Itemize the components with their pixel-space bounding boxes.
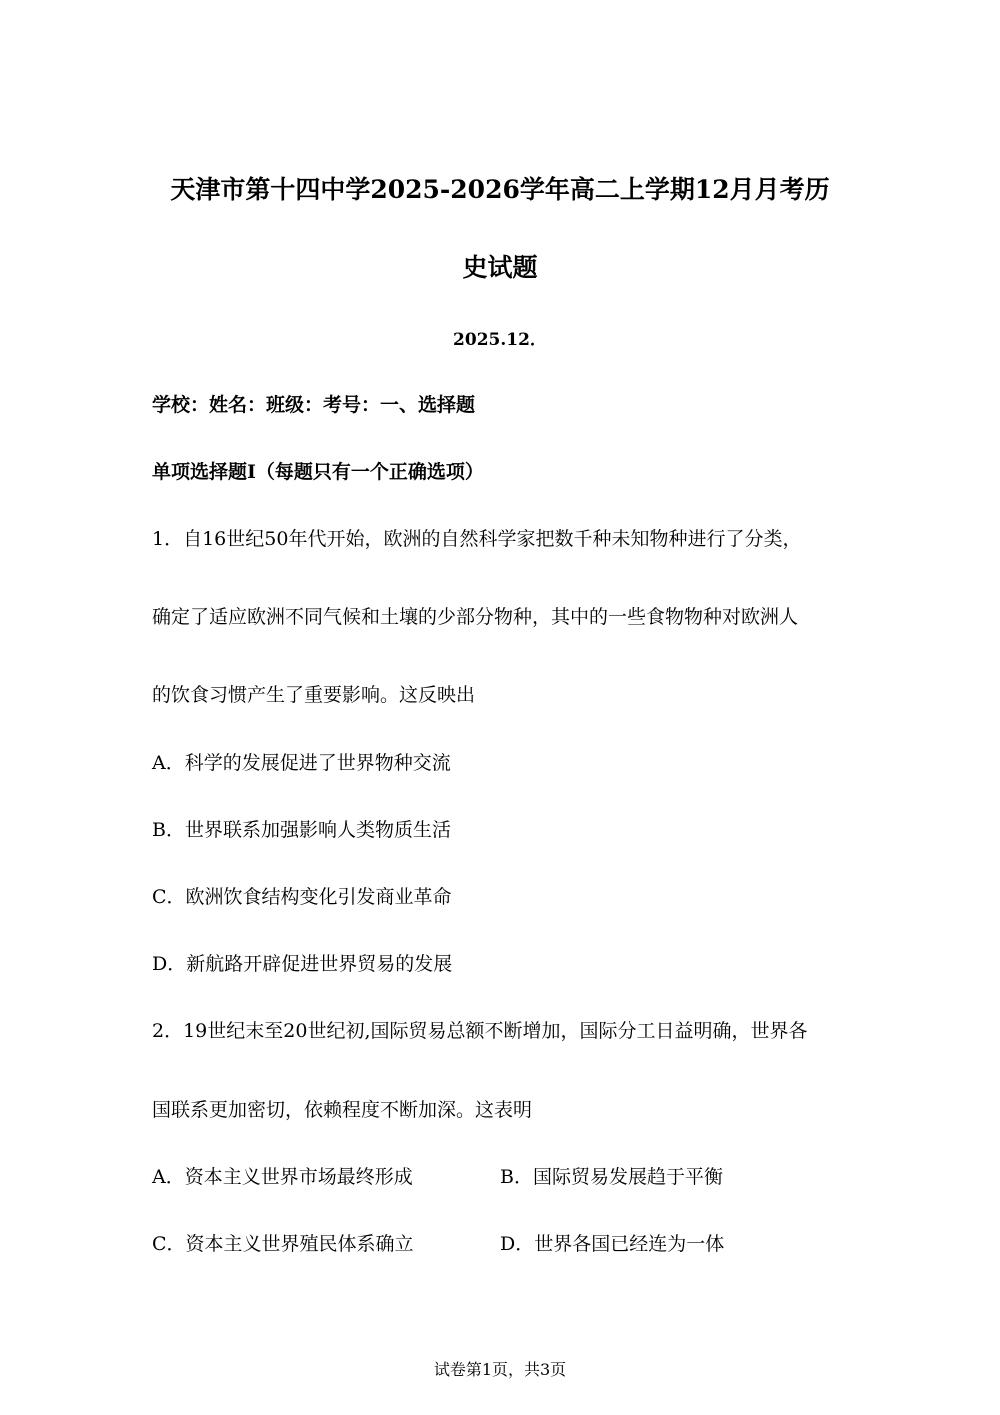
- question-1-option-c: C．欧洲饮食结构变化引发商业革命: [152, 886, 452, 908]
- exam-date: 2025.12．: [453, 330, 547, 350]
- question-1-stem-line-3: 的饮食习惯产生了重要影响。这反映出: [152, 684, 476, 706]
- question-2-option-b: B．国际贸易发展趋于平衡: [500, 1166, 723, 1188]
- page-footer: 试卷第1页，共3页: [433, 1360, 567, 1379]
- question-1-option-a: A．科学的发展促进了世界物种交流: [152, 752, 451, 774]
- question-2-option-d: D．世界各国已经连为一体: [500, 1233, 725, 1255]
- question-1-stem-line-1: 1．自16世纪50年代开始，欧洲的自然科学家把数千种未知物种进行了分类，: [152, 528, 802, 550]
- question-2-option-c: C．资本主义世界殖民体系确立: [152, 1233, 414, 1255]
- section-heading: 单项选择题Ⅰ（每题只有一个正确选项）: [152, 461, 484, 483]
- question-1-option-d: D．新航路开辟促进世界贸易的发展: [152, 953, 453, 975]
- student-info-line: 学校：姓名：班级：考号：一、选择题: [152, 394, 476, 416]
- question-1-stem-line-2: 确定了适应欧洲不同气候和土壤的少部分物种，其中的一些食物物种对欧洲人: [152, 606, 799, 628]
- question-2-stem-line-1: 2．19世纪末至20世纪初,国际贸易总额不断增加，国际分工日益明确，世界各: [152, 1020, 808, 1042]
- exam-title-line-1: 天津市第十四中学2025-2026学年高二上学期12月月考历: [170, 175, 830, 204]
- exam-title-line-2: 史试题: [462, 253, 538, 282]
- question-1-option-b: B．世界联系加强影响人类物质生活: [152, 819, 451, 841]
- question-2-stem-line-2: 国联系更加密切，依赖程度不断加深。这表明: [152, 1099, 533, 1121]
- question-2-option-a: A．资本主义世界市场最终形成: [152, 1166, 413, 1188]
